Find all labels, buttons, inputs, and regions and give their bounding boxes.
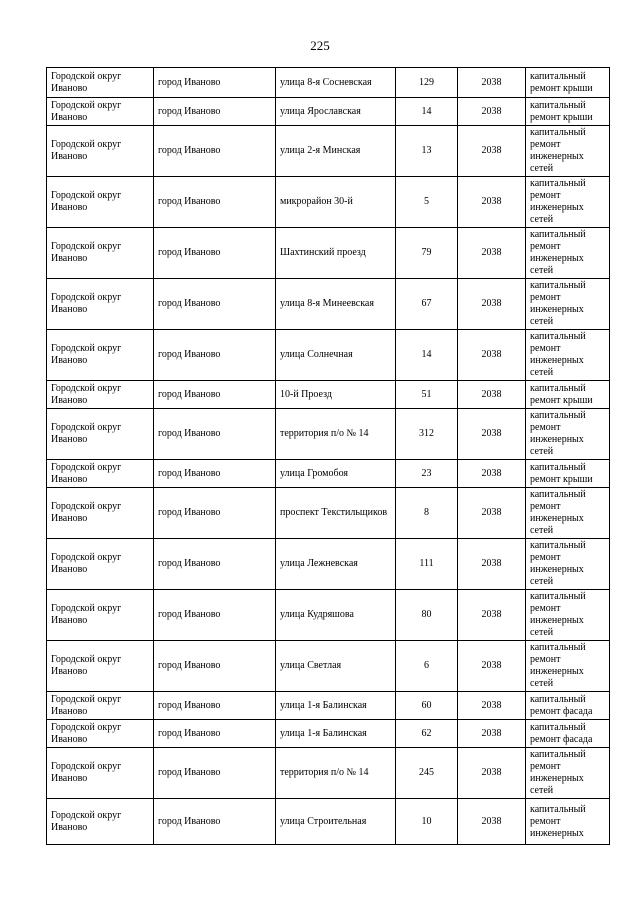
city-cell (154, 68, 276, 98)
house-number-cell-text: 67 (421, 298, 432, 309)
work-type-cell (526, 330, 610, 381)
house-number-cell-text: 14 (421, 349, 432, 360)
okrug-cell-text: Городской округ Иваново (51, 343, 122, 366)
year-cell-text: 2038 (481, 105, 502, 117)
table-row (47, 228, 610, 279)
street-cell-text: улица Солнечная (280, 349, 353, 360)
year-cell (458, 799, 526, 845)
year-cell-text: 2038 (481, 349, 502, 360)
city-cell (154, 590, 276, 641)
registry-table (46, 67, 610, 845)
house-number-cell (396, 98, 458, 126)
house-number-cell-text: 10 (421, 815, 432, 827)
city-cell-text: город Иваново (158, 467, 221, 479)
okrug-cell (47, 381, 154, 409)
house-number-cell (396, 460, 458, 488)
street-cell (276, 330, 396, 381)
house-number-cell (396, 279, 458, 330)
year-cell-text: 2038 (481, 76, 502, 88)
city-cell (154, 177, 276, 228)
city-cell-text: город Иваново (158, 388, 221, 400)
work-type-cell (526, 381, 610, 409)
house-number-cell (396, 692, 458, 720)
year-cell (458, 692, 526, 720)
okrug-cell (47, 539, 154, 590)
year-cell-text: 2038 (481, 727, 502, 739)
table-row (47, 409, 610, 460)
okrug-cell-text: Городской округ Иваново (51, 693, 122, 717)
table-row (47, 590, 610, 641)
okrug-cell (47, 799, 154, 845)
year-cell-text: 2038 (481, 298, 502, 309)
house-number-cell (396, 177, 458, 228)
street-cell (276, 68, 396, 98)
house-number-cell (396, 68, 458, 98)
table-row (47, 279, 610, 330)
work-type-cell (526, 98, 610, 126)
year-cell (458, 228, 526, 279)
okrug-cell (47, 228, 154, 279)
table-row (47, 799, 610, 845)
street-cell-text: улица 8-я Сосневская (280, 76, 372, 88)
city-cell-text: город Иваново (158, 76, 221, 88)
table-row (47, 488, 610, 539)
work-type-cell (526, 748, 610, 799)
okrug-cell-text: Городской округ Иваново (51, 461, 122, 485)
work-type-cell-text: капитальный ремонт инженерных сетей (530, 749, 586, 796)
house-number-cell (396, 409, 458, 460)
work-type-cell-text: капитальный ремонт инженерных сетей (530, 591, 586, 638)
okrug-cell (47, 641, 154, 692)
street-cell-text: Шахтинский проезд (280, 247, 366, 258)
city-cell (154, 126, 276, 177)
street-cell (276, 279, 396, 330)
work-type-cell (526, 590, 610, 641)
city-cell (154, 460, 276, 488)
city-cell-text: город Иваново (158, 507, 221, 518)
year-cell (458, 279, 526, 330)
year-cell-text: 2038 (481, 767, 502, 778)
house-number-cell (396, 590, 458, 641)
okrug-cell-text: Городской округ Иваново (51, 761, 122, 784)
work-type-cell-text: капитальный ремонт инженерных сетей (530, 642, 586, 689)
city-cell (154, 539, 276, 590)
city-cell-text: город Иваново (158, 767, 221, 778)
okrug-cell-text: Городской округ Иваново (51, 603, 122, 626)
house-number-cell-text: 245 (419, 767, 434, 778)
work-type-cell-text: капитальный ремонт фасада (530, 721, 593, 745)
year-cell-text: 2038 (481, 815, 502, 827)
okrug-cell-text: Городской округ Иваново (51, 809, 122, 833)
okrug-cell (47, 330, 154, 381)
house-number-cell (396, 799, 458, 845)
work-type-cell (526, 409, 610, 460)
city-cell (154, 228, 276, 279)
street-cell (276, 126, 396, 177)
work-type-cell-text: капитальный ремонт инженерных сетей (530, 331, 586, 378)
city-cell (154, 748, 276, 799)
street-cell (276, 692, 396, 720)
okrug-cell (47, 98, 154, 126)
okrug-cell-text: Городской округ Иваново (51, 241, 122, 264)
street-cell (276, 177, 396, 228)
okrug-cell (47, 279, 154, 330)
okrug-cell-text: Городской округ Иваново (51, 552, 122, 575)
work-type-cell (526, 539, 610, 590)
year-cell (458, 330, 526, 381)
house-number-cell-text: 23 (421, 467, 432, 479)
okrug-cell (47, 460, 154, 488)
city-cell-text: город Иваново (158, 349, 221, 360)
street-cell-text: улица 8-я Минеевская (280, 298, 374, 309)
city-cell-text: город Иваново (158, 105, 221, 117)
city-cell-text: город Иваново (158, 196, 221, 207)
house-number-cell (396, 330, 458, 381)
street-cell-text: улица 2-я Минская (280, 145, 361, 156)
okrug-cell-text: Городской округ Иваново (51, 501, 122, 524)
house-number-cell (396, 126, 458, 177)
city-cell-text: город Иваново (158, 815, 221, 827)
year-cell (458, 720, 526, 748)
year-cell-text: 2038 (481, 388, 502, 400)
table-row (47, 177, 610, 228)
house-number-cell-text: 5 (424, 196, 429, 207)
year-cell (458, 590, 526, 641)
street-cell (276, 539, 396, 590)
house-number-cell-text: 14 (421, 105, 432, 117)
year-cell-text: 2038 (481, 145, 502, 156)
work-type-cell (526, 799, 610, 845)
work-type-cell-text: капитальный ремонт инженерных сетей (530, 540, 586, 587)
house-number-cell-text: 80 (421, 609, 432, 620)
okrug-cell-text: Городской округ Иваново (51, 721, 122, 745)
table-row (47, 720, 610, 748)
registry-table-body (47, 68, 610, 845)
year-cell-text: 2038 (481, 558, 502, 569)
city-cell (154, 409, 276, 460)
house-number-cell-text: 312 (419, 428, 434, 439)
okrug-cell (47, 488, 154, 539)
house-number-cell-text: 13 (421, 145, 432, 156)
table-row (47, 381, 610, 409)
street-cell (276, 98, 396, 126)
work-type-cell-text: капитальный ремонт крыши (530, 382, 593, 406)
city-cell (154, 641, 276, 692)
street-cell-text: улица Кудряшова (280, 609, 354, 620)
year-cell (458, 126, 526, 177)
city-cell (154, 488, 276, 539)
okrug-cell (47, 177, 154, 228)
house-number-cell-text: 79 (421, 247, 432, 258)
year-cell-text: 2038 (481, 196, 502, 207)
city-cell (154, 98, 276, 126)
house-number-cell-text: 60 (421, 699, 432, 711)
house-number-cell (396, 641, 458, 692)
okrug-cell (47, 68, 154, 98)
okrug-cell-text: Городской округ Иваново (51, 70, 122, 94)
street-cell-text: территория п/о № 14 (280, 428, 369, 439)
house-number-cell-text: 8 (424, 507, 429, 518)
street-cell (276, 799, 396, 845)
work-type-cell-text: капитальный ремонт инженерных сетей (530, 178, 586, 225)
house-number-cell (396, 539, 458, 590)
street-cell (276, 590, 396, 641)
street-cell (276, 488, 396, 539)
street-cell-text: микрорайон 30-й (280, 196, 353, 207)
work-type-cell-text: капитальный ремонт фасада (530, 693, 593, 717)
work-type-cell-text: капитальный ремонт инженерных сетей (530, 127, 586, 174)
work-type-cell (526, 720, 610, 748)
okrug-cell-text: Городской округ Иваново (51, 382, 122, 406)
city-cell-text: город Иваново (158, 428, 221, 439)
work-type-cell-text: капитальный ремонт инженерных (530, 803, 586, 839)
city-cell-text: город Иваново (158, 558, 221, 569)
street-cell-text: улица Строительная (280, 815, 367, 827)
house-number-cell (396, 381, 458, 409)
okrug-cell-text: Городской округ Иваново (51, 654, 122, 677)
city-cell-text: город Иваново (158, 660, 221, 671)
year-cell (458, 460, 526, 488)
okrug-cell-text: Городской округ Иваново (51, 139, 122, 162)
city-cell-text: город Иваново (158, 699, 221, 711)
okrug-cell (47, 590, 154, 641)
street-cell-text: улица Лежневская (280, 558, 358, 569)
street-cell-text: улица Светлая (280, 660, 342, 671)
table-row (47, 748, 610, 799)
street-cell-text: 10-й Проезд (280, 388, 332, 400)
year-cell-text: 2038 (481, 428, 502, 439)
street-cell-text: улица Громобоя (280, 467, 348, 479)
house-number-cell (396, 748, 458, 799)
table-row (47, 98, 610, 126)
okrug-cell-text: Городской округ Иваново (51, 292, 122, 315)
house-number-cell-text: 62 (421, 727, 432, 739)
city-cell (154, 279, 276, 330)
street-cell-text: улица Ярославская (280, 105, 361, 117)
year-cell-text: 2038 (481, 507, 502, 518)
work-type-cell-text: капитальный ремонт крыши (530, 70, 593, 94)
okrug-cell (47, 720, 154, 748)
year-cell (458, 177, 526, 228)
work-type-cell (526, 460, 610, 488)
house-number-cell-text: 51 (421, 388, 432, 400)
city-cell-text: город Иваново (158, 298, 221, 309)
table-row (47, 460, 610, 488)
work-type-cell-text: капитальный ремонт инженерных сетей (530, 489, 586, 536)
work-type-cell-text: капитальный ремонт инженерных сетей (530, 229, 586, 276)
work-type-cell (526, 177, 610, 228)
work-type-cell (526, 126, 610, 177)
table-row (47, 68, 610, 98)
work-type-cell (526, 228, 610, 279)
house-number-cell (396, 228, 458, 279)
okrug-cell (47, 409, 154, 460)
street-cell (276, 409, 396, 460)
year-cell (458, 68, 526, 98)
year-cell-text: 2038 (481, 467, 502, 479)
year-cell (458, 381, 526, 409)
year-cell-text: 2038 (481, 247, 502, 258)
table-row (47, 126, 610, 177)
okrug-cell (47, 126, 154, 177)
city-cell (154, 692, 276, 720)
year-cell (458, 641, 526, 692)
year-cell-text: 2038 (481, 699, 502, 711)
city-cell (154, 330, 276, 381)
okrug-cell (47, 692, 154, 720)
street-cell (276, 748, 396, 799)
city-cell (154, 720, 276, 748)
work-type-cell (526, 488, 610, 539)
house-number-cell (396, 720, 458, 748)
work-type-cell (526, 641, 610, 692)
year-cell (458, 539, 526, 590)
street-cell (276, 228, 396, 279)
city-cell-text: город Иваново (158, 609, 221, 620)
house-number-cell (396, 488, 458, 539)
work-type-cell-text: капитальный ремонт инженерных сетей (530, 280, 586, 327)
street-cell (276, 641, 396, 692)
street-cell (276, 460, 396, 488)
page-number: 225 (310, 38, 330, 53)
house-number-cell-text: 129 (419, 76, 434, 88)
street-cell-text: территория п/о № 14 (280, 767, 369, 778)
table-row (47, 539, 610, 590)
work-type-cell-text: капитальный ремонт крыши (530, 99, 593, 123)
work-type-cell-text: капитальный ремонт крыши (530, 461, 593, 485)
year-cell (458, 488, 526, 539)
street-cell-text: проспект Текстильщиков (280, 507, 388, 518)
okrug-cell (47, 748, 154, 799)
okrug-cell-text: Городской округ Иваново (51, 422, 122, 445)
work-type-cell-text: капитальный ремонт инженерных сетей (530, 410, 586, 457)
okrug-cell-text: Городской округ Иваново (51, 99, 122, 123)
year-cell-text: 2038 (481, 660, 502, 671)
city-cell-text: город Иваново (158, 145, 221, 156)
street-cell-text: улица 1-я Балинская (280, 727, 367, 739)
city-cell-text: город Иваново (158, 247, 221, 258)
city-cell (154, 381, 276, 409)
city-cell (154, 799, 276, 845)
house-number-cell-text: 6 (424, 660, 429, 671)
table-row (47, 692, 610, 720)
street-cell (276, 720, 396, 748)
street-cell-text: улица 1-я Балинская (280, 699, 367, 711)
year-cell-text: 2038 (481, 609, 502, 620)
year-cell (458, 98, 526, 126)
work-type-cell (526, 692, 610, 720)
work-type-cell (526, 68, 610, 98)
okrug-cell-text: Городской округ Иваново (51, 190, 122, 213)
table-row (47, 330, 610, 381)
year-cell (458, 409, 526, 460)
year-cell (458, 748, 526, 799)
street-cell (276, 381, 396, 409)
city-cell-text: город Иваново (158, 727, 221, 739)
table-row (47, 641, 610, 692)
house-number-cell-text: 111 (419, 558, 434, 569)
work-type-cell (526, 279, 610, 330)
